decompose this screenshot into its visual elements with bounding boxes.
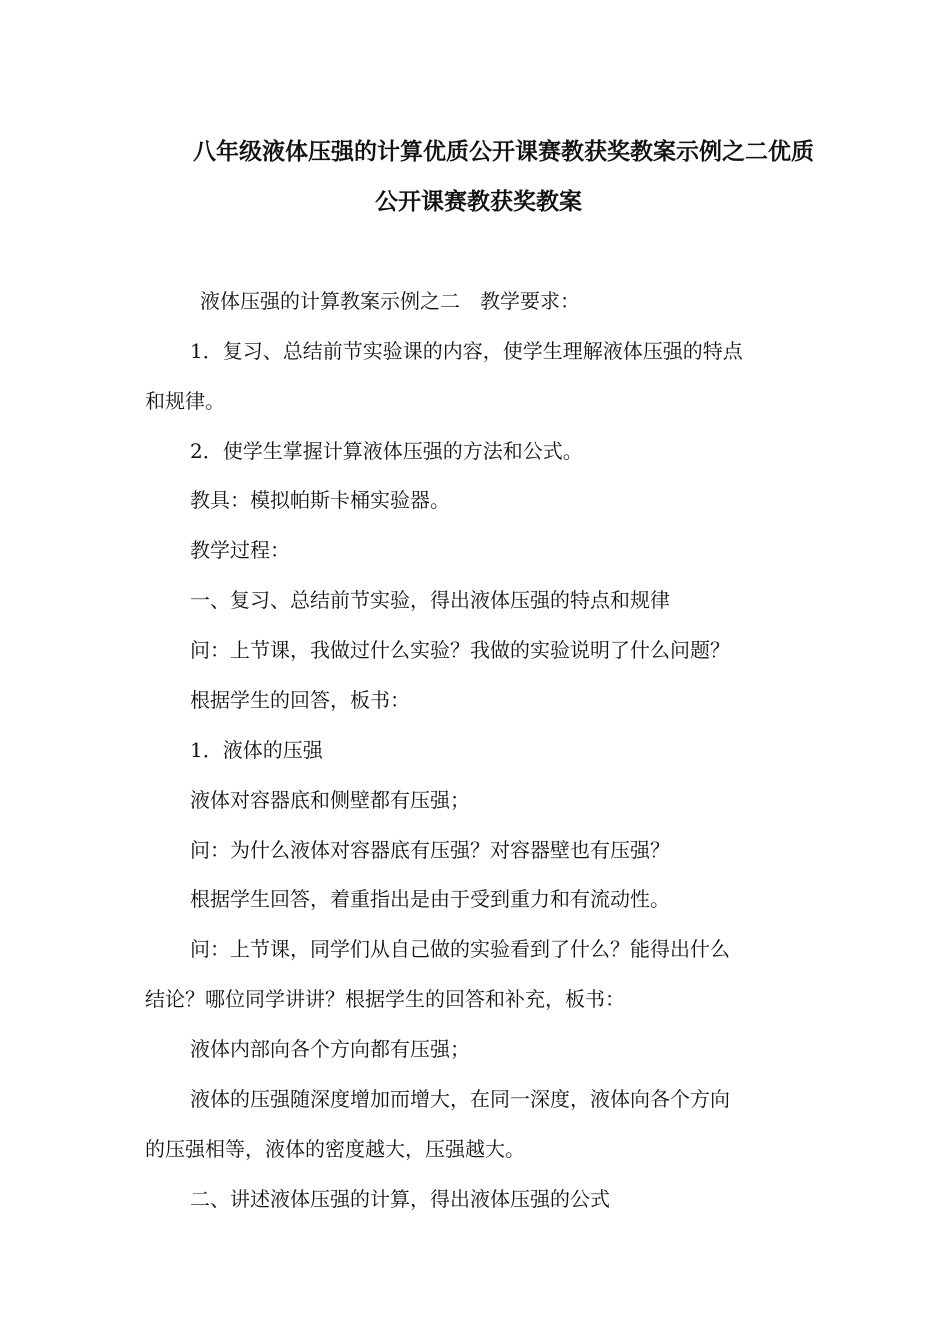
paragraph-line: 1．复习、总结前节实验课的内容，使学生理解液体压强的特点 (190, 339, 743, 363)
paragraph-line: 的压强相等，液体的密度越大，压强越大。 (145, 1137, 525, 1161)
paragraph-line: 结论？哪位同学讲讲？根据学生的回答和补充，板书： (145, 987, 625, 1011)
paragraph-line: 液体的压强随深度增加而增大，在同一深度，液体向各个方向 (190, 1087, 730, 1111)
document-title-line-2: 公开课赛教获奖教案 (375, 189, 582, 215)
paragraph-line: 液体压强的计算教案示例之二 教学要求： (200, 289, 580, 313)
paragraph-line: 和规律。 (145, 389, 225, 413)
paragraph-line: 2．使学生掌握计算液体压强的方法和公式。 (190, 439, 583, 463)
paragraph-line: 二、讲述液体压强的计算，得出液体压强的公式 (190, 1187, 610, 1211)
paragraph-line: 问：上节课，我做过什么实验？我做的实验说明了什么问题？ (190, 638, 730, 662)
document-title-line-1: 八年级液体压强的计算优质公开课赛教获奖教案示例之二优质 (193, 139, 814, 165)
paragraph-line: 教具：模拟帕斯卡桶实验器。 (190, 488, 450, 512)
paragraph-line: 问：上节课，同学们从自己做的实验看到了什么？能得出什么 (190, 937, 730, 961)
paragraph-line: 根据学生回答，着重指出是由于受到重力和有流动性。 (190, 887, 670, 911)
paragraph-line: 根据学生的回答，板书： (190, 688, 410, 712)
paragraph-line: 1．液体的压强 (190, 738, 323, 762)
paragraph-line: 一、复习、总结前节实验，得出液体压强的特点和规律 (190, 588, 670, 612)
paragraph-line: 液体对容器底和侧壁都有压强； (190, 788, 470, 812)
paragraph-line: 问：为什么液体对容器底有压强？对容器壁也有压强？ (190, 838, 670, 862)
paragraph-line: 液体内部向各个方向都有压强； (190, 1037, 470, 1061)
paragraph-line: 教学过程： (190, 538, 290, 562)
